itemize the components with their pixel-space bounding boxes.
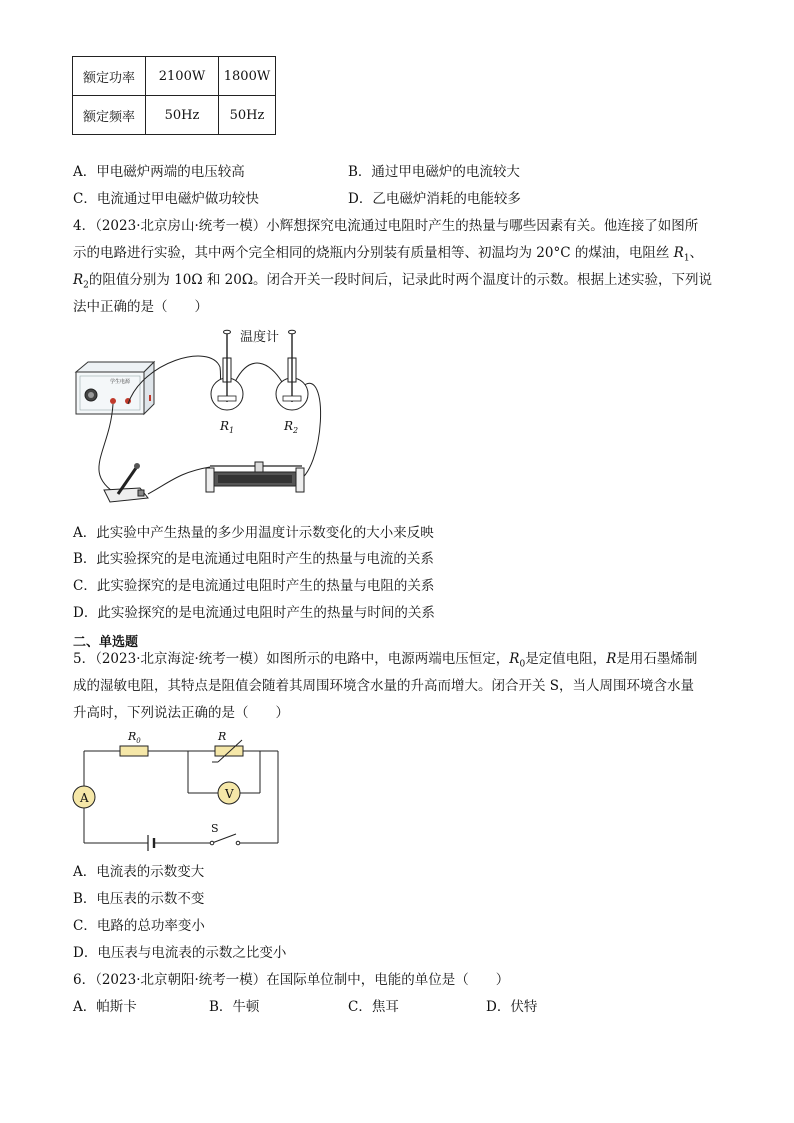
table-cell: 额定频率: [73, 96, 146, 135]
table-cell: 额定功率: [73, 57, 146, 96]
q6-option-c: C．焦耳: [348, 999, 399, 1015]
q6-option-d: D．伏特: [486, 999, 538, 1015]
r0-label: $R_0$: [128, 730, 141, 745]
q3-option-a: A．甲电磁炉两端的电压较高: [73, 164, 245, 180]
switch-icon: [104, 463, 148, 502]
table-cell: 50Hz: [146, 96, 219, 135]
section-heading: 二、单选题: [73, 635, 139, 650]
flask-r1-icon: [211, 330, 243, 410]
switch-label: S: [211, 822, 219, 835]
supply-label: 学生电源: [110, 379, 131, 385]
q4-option-a: A．此实验中产生热量的多少用温度计示数变化的大小来反映: [73, 525, 434, 541]
table-cell: 50Hz: [219, 96, 276, 135]
q4-stem-line3: $R_2$的阻值分别为 10Ω 和 20Ω。闭合开关一段时间后，记录此时两个温度计的示数。根据上述实验，下列说: [73, 272, 713, 291]
q5-stem-line1: 5．（2023·北京海淀·统考一模）如图所示的电路中，电源两端电压恒定，$R_0$是定值电阻，R是用石墨烯制: [73, 651, 698, 670]
table-cell: 2100W: [146, 57, 219, 96]
table-cell: 1800W: [219, 57, 276, 96]
r1-symbol: R: [673, 245, 684, 261]
r-resistor: [215, 746, 243, 756]
r0-resistor: [120, 746, 148, 756]
q5-option-c: C．电路的总功率变小: [73, 918, 205, 934]
q3-option-c: C．电流通过甲电磁炉做功较快: [73, 191, 259, 207]
q5-option-b: B．电压表的示数不变: [73, 891, 205, 907]
q4-stem-line4: 法中正确的是（ ）: [73, 299, 208, 315]
q6-stem: 6．（2023·北京朝阳·统考一模）在国际单位制中，电能的单位是（ ）: [73, 972, 510, 988]
q3-option-b: B．通过甲电磁炉的电流较大: [348, 164, 520, 180]
r0-symbol: R: [509, 651, 520, 667]
power-supply-icon: [76, 362, 154, 414]
q5-stem-line3: 升高时，下列说法正确的是（ ）: [73, 705, 289, 721]
q3-option-d: D．乙电磁炉消耗的电能较多: [348, 191, 521, 207]
q5-option-d: D．电压表与电流表的示数之比变小: [73, 945, 287, 961]
q4-option-d: D．此实验探究的是电流通过电阻时产生的热量与时间的关系: [73, 605, 435, 621]
thermometer-label: 温度计: [240, 330, 280, 345]
spec-table: [72, 56, 276, 135]
q4-option-b: B．此实验探究的是电流通过电阻时产生的热量与电流的关系: [73, 551, 434, 567]
q4-experiment-figure: [70, 322, 340, 512]
q4-option-c: C．此实验探究的是电流通过电阻时产生的热量与电阻的关系: [73, 578, 435, 594]
r1-label: $R_1$: [220, 419, 235, 435]
q4-stem-line1: 4．（2023·北京房山·统考一模）小辉想探究电流通过电阻时产生的热量与哪些因素有关。他连接了如图所: [73, 218, 699, 234]
q5-stem-line2: 成的湿敏电阻，其特点是阻值会随着其周围环境含水量的升高而增大。闭合开关 S，当人周围环境含水量: [73, 678, 695, 694]
flask-r2-icon: [276, 330, 308, 410]
ammeter-label: A: [80, 791, 89, 805]
rheostat-icon: [206, 462, 304, 492]
r-symbol: R: [606, 651, 617, 667]
r2-symbol: R: [73, 272, 84, 288]
q6-option-b: B．牛顿: [209, 999, 260, 1015]
voltmeter-label: V: [225, 787, 234, 801]
q5-option-a: A．电流表的示数变大: [73, 864, 205, 880]
table-row: [73, 96, 276, 135]
table-row: [73, 57, 276, 96]
r-label: R: [218, 730, 227, 743]
q4-stem-line2: 示的电路进行实验，其中两个完全相同的烧瓶内分别装有质量相等、初温均为 20°C 的煤油，电阻丝 $R_1$、: [73, 245, 704, 264]
r2-label: $R_2$: [284, 419, 299, 435]
q5-circuit-diagram: [70, 726, 290, 856]
q6-option-a: A．帕斯卡: [73, 999, 137, 1015]
